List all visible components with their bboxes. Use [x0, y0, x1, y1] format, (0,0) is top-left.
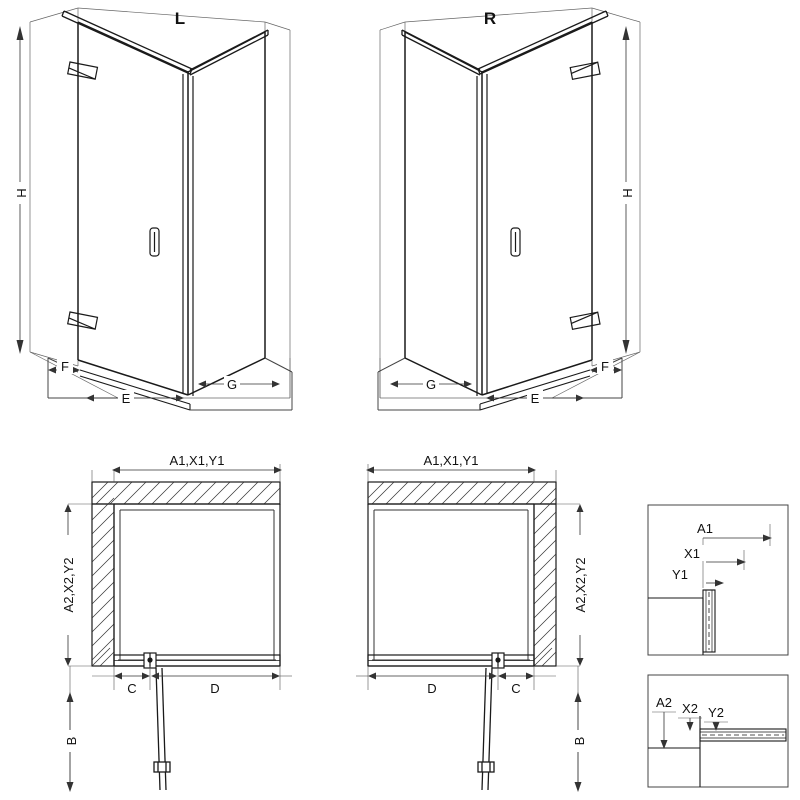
detail-label-Y1: Y1 [672, 567, 688, 582]
detail-label-A1: A1 [697, 521, 713, 536]
detail-bottom-dim-Y2 [704, 704, 728, 731]
detail-top-profile [648, 590, 715, 655]
plan-right-glass-lines [372, 510, 530, 660]
dim-label-B-right: B [572, 736, 587, 746]
plan-right-front-rail [368, 653, 534, 668]
iso-left-door-handle [150, 228, 159, 256]
plan-right-witness-lines [356, 464, 580, 790]
iso-view-right [378, 8, 640, 410]
plan-right-enclosure-outline [368, 504, 534, 666]
plan-view-left [58, 452, 292, 792]
dim-label-F-left: F [61, 359, 69, 374]
detail-label-X1: X1 [684, 546, 700, 561]
plan-right-pivot [495, 657, 500, 662]
plan-left-door-leaf-open [154, 668, 170, 790]
plan-right-dim-D [368, 673, 497, 697]
iso-left-hinge-upper [68, 62, 98, 79]
detail-top-dim-Y1 [668, 566, 724, 587]
iso-left-dim-G [198, 376, 280, 392]
dim-label-F-right: F [601, 359, 609, 374]
dim-label-D-right: D [427, 681, 437, 696]
dim-label-A2X2Y2-left: A2,X2,Y2 [61, 557, 76, 613]
dim-label-C-left: C [127, 681, 137, 696]
plan-right-dim-A2X2Y2 [570, 504, 588, 666]
plan-left-glass-lines [118, 510, 276, 660]
plan-right-dim-A1X1Y1 [366, 452, 536, 474]
plan-left-wall-top [92, 482, 280, 504]
plan-right-dim-C [498, 673, 534, 697]
plan-left-wall-side [92, 498, 114, 666]
detail-view-bottom [648, 675, 788, 787]
detail-bottom-dim-X2 [678, 700, 702, 731]
iso-right-dim-G [390, 376, 472, 392]
iso-left-hinge-lower [68, 312, 98, 329]
dim-label-B-left: B [64, 736, 79, 746]
plan-left-front-rail [114, 653, 280, 668]
plan-left-dim-A1X1Y1 [112, 452, 282, 474]
plan-left-dim-C [114, 673, 150, 697]
plan-view-right [356, 452, 588, 792]
plan-left-dim-D [151, 673, 280, 697]
iso-right-projection-lines [380, 8, 640, 398]
plan-right-dim-B [569, 692, 587, 792]
plan-left-witness-lines [68, 464, 292, 790]
iso-left-dim-H [11, 26, 29, 354]
dim-label-G-right: G [425, 377, 437, 392]
plan-left-enclosure-outline [114, 504, 280, 666]
iso-right-enclosure [405, 22, 592, 395]
dim-label-D-left: D [210, 681, 220, 696]
detail-view-top [648, 505, 788, 655]
plan-left-dim-B [61, 692, 79, 792]
plan-left-pivot [147, 657, 152, 662]
iso-right-door-handle [511, 228, 520, 256]
dim-label-E-left: E [121, 391, 131, 406]
iso-right-hinge-lower [570, 312, 600, 329]
view-label-L: L [174, 9, 186, 28]
iso-right-hinge-upper [570, 62, 600, 79]
plan-right-door-leaf-open [478, 668, 494, 790]
iso-right-top-bar [402, 11, 608, 75]
dim-label-H-right: H [620, 188, 635, 198]
plan-left-dim-A2X2Y2 [58, 504, 76, 666]
iso-right-dim-H [617, 26, 635, 354]
iso-left-top-bar [62, 11, 268, 75]
detail-bottom-dim-A2 [652, 694, 676, 749]
plan-right-wall-top [368, 482, 556, 504]
dim-label-C-right: C [511, 681, 521, 696]
dim-label-A2X2Y2-right: A2,X2,Y2 [573, 557, 588, 613]
view-label-R: R [483, 9, 497, 28]
plan-right-wall-side [534, 498, 556, 666]
iso-view-left [11, 8, 292, 410]
detail-top-dim-A1 [693, 520, 772, 588]
detail-label-A2: A2 [656, 695, 672, 710]
dim-label-E-right: E [530, 391, 540, 406]
detail-label-Y2: Y2 [708, 705, 724, 720]
detail-label-X2: X2 [682, 701, 698, 716]
iso-left-enclosure [78, 22, 265, 395]
dim-label-G-left: G [226, 377, 238, 392]
dim-label-A1X1Y1-left: A1,X1,Y1 [169, 453, 225, 468]
dim-label-A1X1Y1-right: A1,X1,Y1 [423, 453, 479, 468]
dim-label-H-left: H [14, 188, 29, 198]
